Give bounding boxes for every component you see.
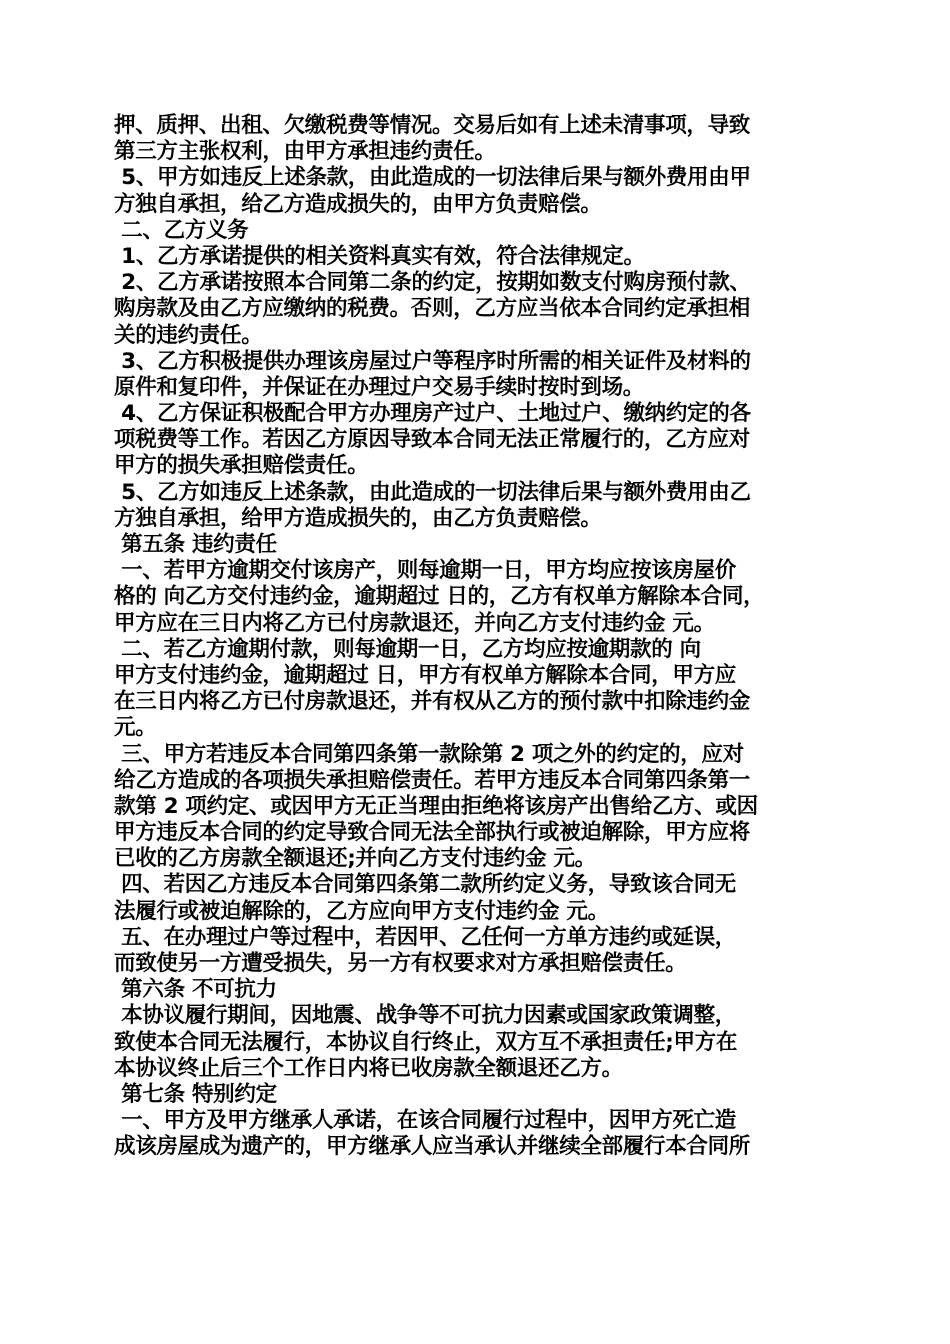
text-line: 二、若乙方逾期付款，则每逾期一日，乙方均应按逾期款的 向 xyxy=(114,636,701,662)
text-line: 一、若甲方逾期交付该房产，则每逾期一日，甲方均应按该房屋价 xyxy=(114,558,736,584)
text-line: 甲方的损失承担赔偿责任。 xyxy=(114,453,369,479)
text-line: 在三日内将乙方已付房款退还，并有权从乙方的预付款中扣除违约金 xyxy=(114,689,751,715)
text-line: 方独自承担，给甲方造成损失的，由乙方负责赔偿。 xyxy=(114,505,602,531)
text-line: 押、质押、出租、欠缴税费等情况。交易后如有上述未清事项，导致 xyxy=(114,113,751,138)
text-line: 而致使另一方遭受损失，另一方有权要求对方承担赔偿责任。 xyxy=(114,951,687,976)
article-heading: 第七条 特别约定 xyxy=(114,1081,277,1107)
text-line: 甲方应在三日内将乙方已付房款退还，并向乙方支付违约金 元。 xyxy=(114,610,715,636)
text-line: 法履行或被迫解除的，乙方应向甲方支付违约金 元。 xyxy=(114,898,609,924)
text-line: 3、乙方积极提供办理该房屋过户等程序时所需的相关证件及材料的 xyxy=(114,348,751,374)
text-line: 三、甲方若违反本合同第四条第一款除第 2 项之外的约定的，应对 xyxy=(114,741,744,767)
text-line: 4、乙方保证积极配合甲方办理房产过户、土地过户、缴纳约定的各 xyxy=(114,401,751,427)
text-line: 项税费等工作。若因乙方原因导致本合同无法正常履行的，乙方应对 xyxy=(114,427,751,453)
text-line: 甲方违反本合同的约定导致合同无法全部执行或被迫解除，甲方应将 xyxy=(114,820,751,846)
text-line: 一、甲方及甲方继承人承诺，在该合同履行过程中，因甲方死亡造 xyxy=(114,1108,736,1134)
text-line: 方独自承担，给乙方造成损失的，由甲方负责赔偿。 xyxy=(114,191,602,217)
text-line: 本协议履行期间，因地震、战争等不可抗力因素或国家政策调整， xyxy=(114,1003,736,1029)
text-line: 甲方支付违约金，逾期超过 日，甲方有权单方解除本合同，甲方应 xyxy=(114,662,736,688)
text-line: 元。 xyxy=(114,715,157,741)
text-line: 本协议终止后三个工作日内将已收房款全额退还乙方。 xyxy=(114,1055,623,1081)
section-heading: 二、乙方义务 xyxy=(114,217,249,243)
text-line: 5、甲方如违反上述条款，由此造成的一切法律后果与额外费用由甲 xyxy=(114,165,751,191)
text-line: 2、乙方承诺按照本合同第二条的约定，按期如数支付购房预付款、 xyxy=(114,270,751,296)
text-line: 成该房屋成为遗产的，甲方继承人应当承认并继续全部履行本合同所 xyxy=(114,1134,751,1160)
text-line: 原件和复印件，并保证在办理过户交易手续时按时到场。 xyxy=(114,374,645,400)
text-line: 关的违约责任。 xyxy=(114,322,263,348)
article-heading: 第五条 违约责任 xyxy=(114,532,277,557)
document-page xyxy=(114,113,838,1161)
text-line: 第三方主张权利，由甲方承担违约责任。 xyxy=(114,139,496,165)
text-line: 款第 2 项约定、或因甲方无正当理由拒绝将该房产出售给乙方、或因 xyxy=(114,793,758,819)
text-line: 购房款及由乙方应缴纳的税费。否则，乙方应当依本合同约定承担相 xyxy=(114,296,751,322)
article-heading: 第六条 不可抗力 xyxy=(114,977,277,1003)
text-line: 5、乙方如违反上述条款，由此造成的一切法律后果与额外费用由乙 xyxy=(114,479,751,505)
text-line: 给乙方造成的各项损失承担赔偿责任。若甲方违反本合同第四条第一 xyxy=(114,767,751,793)
text-line: 已收的乙方房款全额退还;并向乙方支付违约金 元。 xyxy=(114,846,596,872)
text-line: 五、在办理过户等过程中，若因甲、乙任何一方单方违约或延误， xyxy=(114,924,736,950)
text-line: 格的 向乙方交付违约金，逾期超过 日的，乙方有权单方解除本合同， xyxy=(114,584,765,610)
text-line: 1、乙方承诺提供的相关资料真实有效，符合法律规定。 xyxy=(114,243,645,269)
text-line: 致使本合同无法履行，本协议自行终止，双方互不承担责任;甲方在 xyxy=(114,1029,738,1055)
text-line: 四、若因乙方违反本合同第四条第二款所约定义务，导致该合同无 xyxy=(114,872,736,898)
